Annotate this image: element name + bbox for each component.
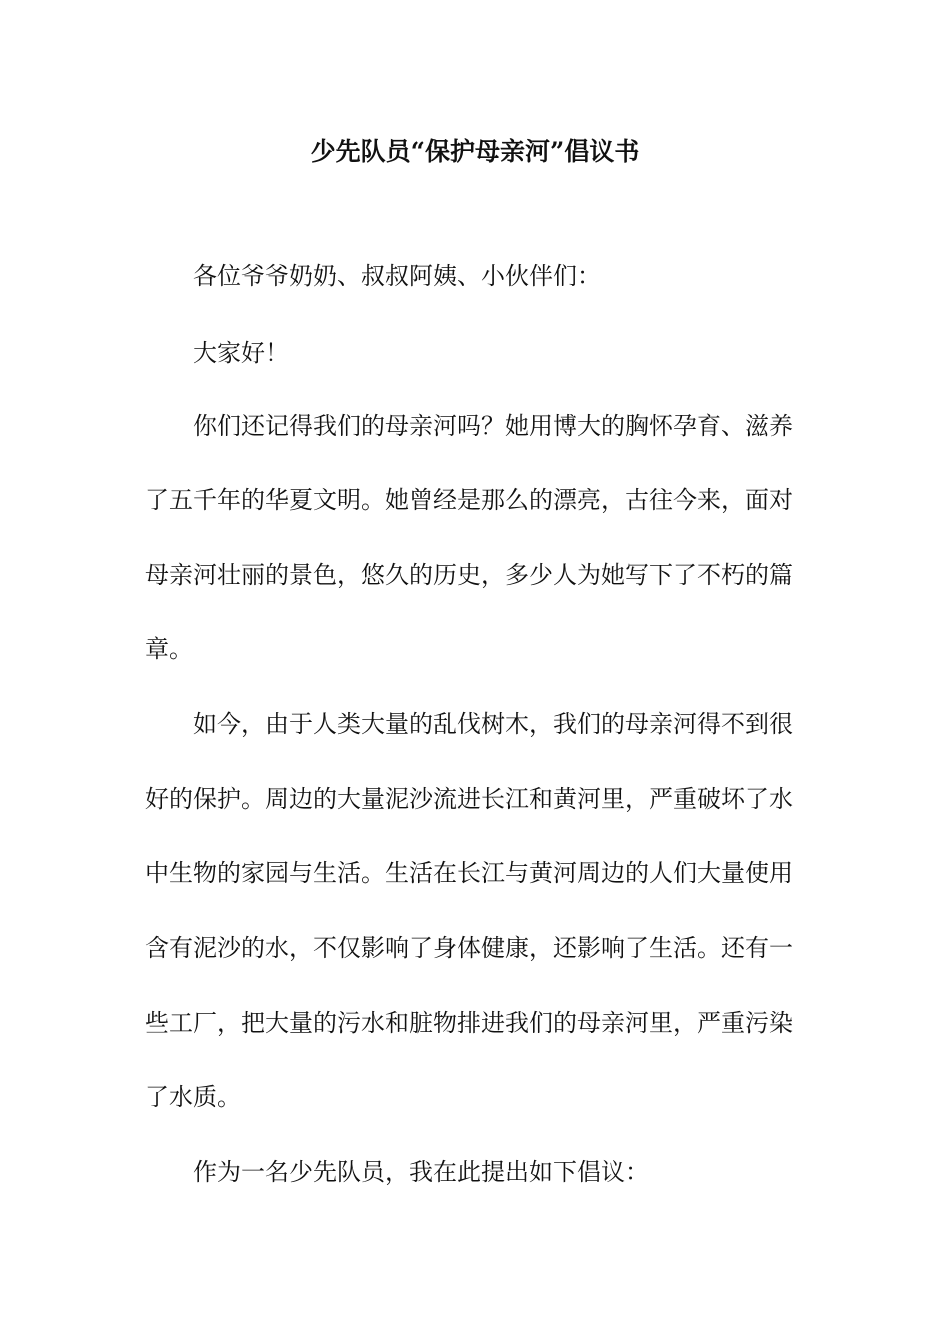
- salutation: 各位爷爷奶奶、叔叔阿姨、小伙伴们：: [193, 262, 601, 290]
- paragraph-line: 了水质。: [145, 1083, 241, 1111]
- greeting: 大家好！: [193, 339, 289, 367]
- paragraph-line: 你们还记得我们的母亲河吗？她用博大的胸怀孕育、滋养: [193, 412, 793, 440]
- paragraph-line: 了五千年的华夏文明。她曾经是那么的漂亮，古往今来，面对: [145, 486, 793, 514]
- paragraph-line: 如今，由于人类大量的乱伐树木，我们的母亲河得不到很: [193, 710, 793, 738]
- paragraph-line: 母亲河壮丽的景色，悠久的历史，多少人为她写下了不朽的篇: [145, 561, 793, 589]
- document-title: 少先队员“保护母亲河”倡议书: [310, 137, 640, 166]
- paragraph-line: 好的保护。周边的大量泥沙流进长江和黄河里，严重破坏了水: [145, 785, 793, 813]
- paragraph-line: 些工厂，把大量的污水和脏物排进我们的母亲河里，严重污染: [145, 1009, 793, 1037]
- paragraph-line: 中生物的家园与生活。生活在长江与黄河周边的人们大量使用: [145, 859, 793, 887]
- paragraph-line: 作为一名少先队员，我在此提出如下倡议：: [193, 1158, 649, 1186]
- paragraph-line: 含有泥沙的水，不仅影响了身体健康，还影响了生活。还有一: [145, 934, 793, 962]
- paragraph-line: 章。: [145, 635, 193, 663]
